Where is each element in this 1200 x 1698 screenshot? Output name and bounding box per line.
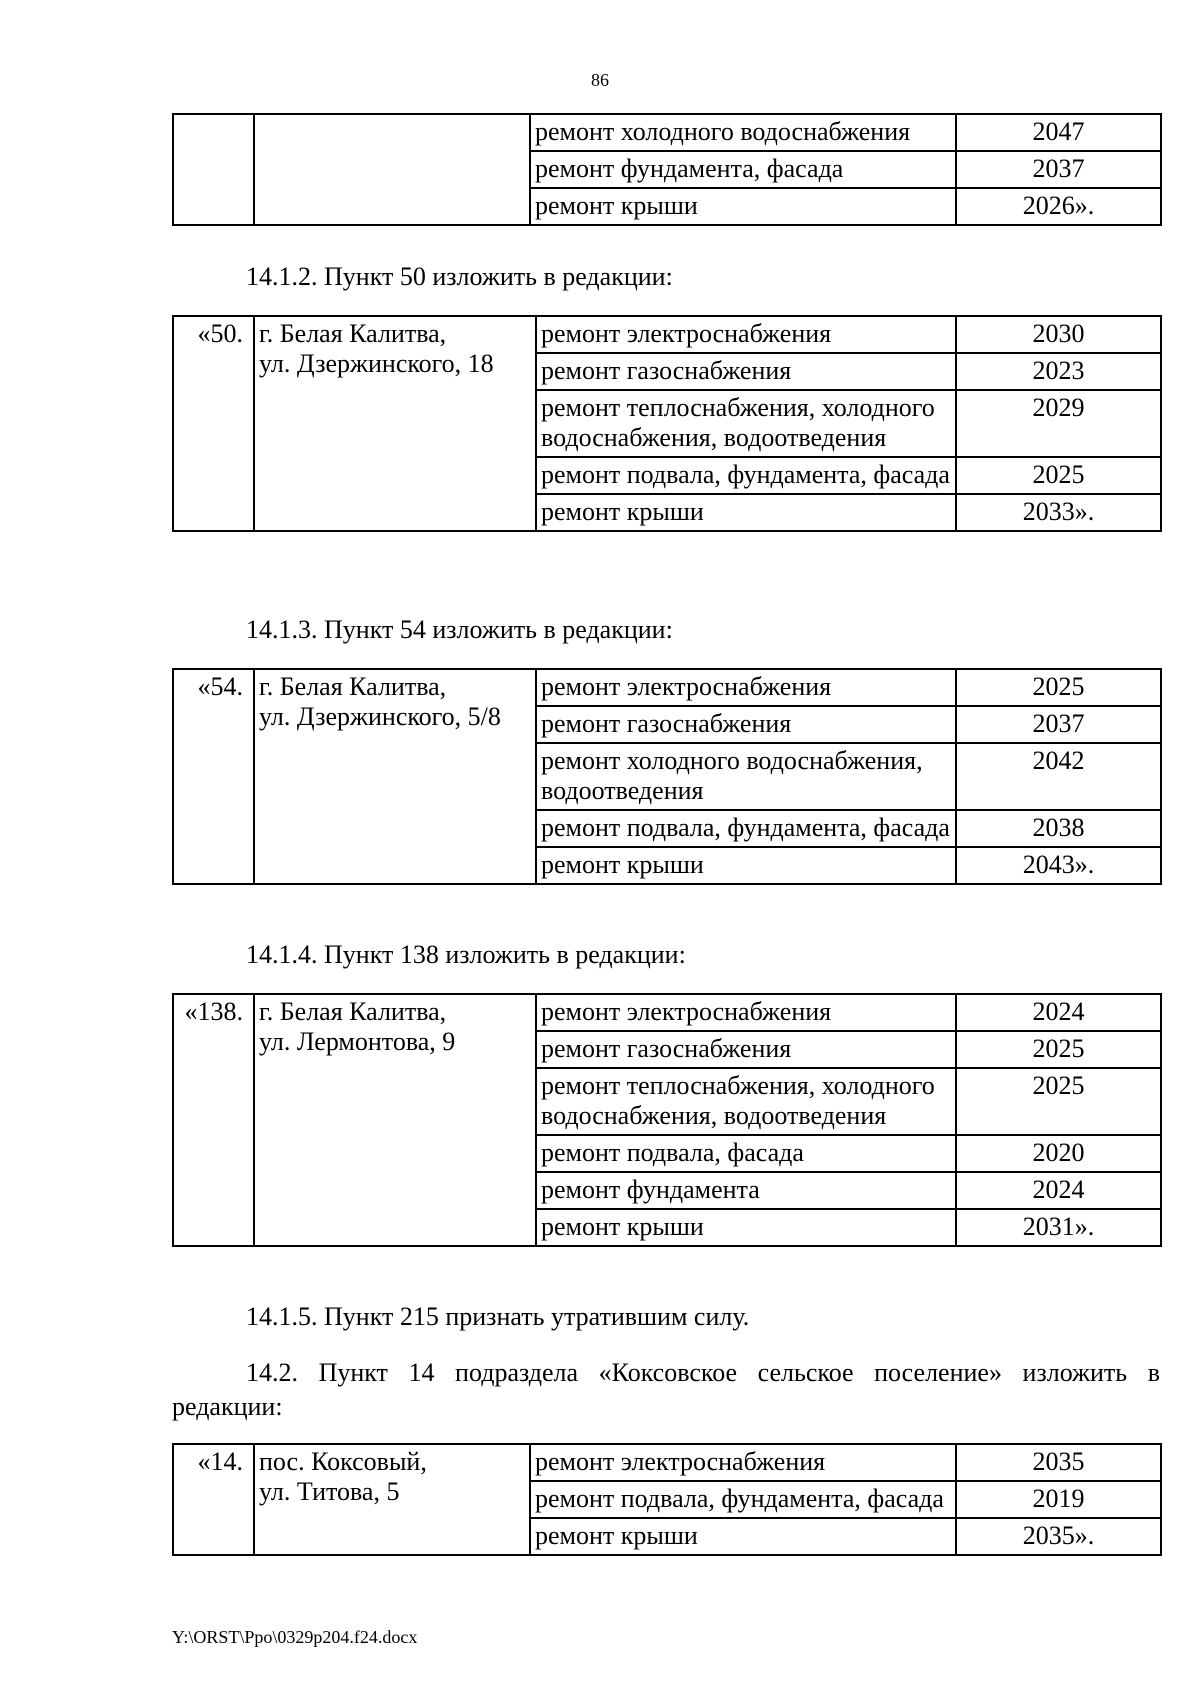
- year-cell: 2023: [956, 353, 1161, 390]
- address-line: ул. Титова, 5: [259, 1477, 400, 1506]
- year-cell: 2020: [956, 1135, 1161, 1172]
- year-cell: 2043».: [956, 847, 1161, 884]
- address-cell: [254, 994, 536, 1246]
- year-cell: 2035».: [956, 1518, 1161, 1555]
- address-cell: [254, 1444, 530, 1555]
- year-cell: 2042: [956, 743, 1161, 810]
- work-cell: ремонт газоснабжения: [536, 706, 956, 743]
- year-cell: 2025: [956, 669, 1161, 706]
- item-number: «138.: [173, 994, 254, 1246]
- paragraph-koksovskoe: 14.2. Пункт 14 подраздела «Коксовское сельское поселение» изложить в редакции:: [172, 1358, 1160, 1421]
- year-cell: 2030: [956, 316, 1161, 353]
- work-cell: ремонт подвала, фундамента, фасада: [536, 457, 956, 494]
- work-cell: ремонт крыши: [530, 188, 956, 225]
- address-cell: [254, 669, 536, 884]
- work-cell: ремонт электроснабжения: [536, 669, 956, 706]
- year-cell: 2025: [956, 1068, 1161, 1135]
- year-cell: 2025: [956, 1031, 1161, 1068]
- work-cell: ремонт крыши: [530, 1518, 956, 1555]
- table-item-138: [172, 993, 1162, 1247]
- address-line: ул. Дзержинского, 18: [259, 349, 494, 378]
- address-cell: [254, 316, 536, 531]
- file-path-footer: Y:\ORST\Ppo\0329p204.f24.docx: [172, 1627, 418, 1647]
- table-row: [173, 316, 1161, 353]
- work-cell: ремонт подвала, фундамента, фасада: [536, 810, 956, 847]
- work-cell: ремонт фундамента, фасада: [530, 151, 956, 188]
- year-cell: 2037: [956, 706, 1161, 743]
- work-cell: ремонт электроснабжения: [536, 316, 956, 353]
- address-line: ул. Лермонтова, 9: [259, 1027, 456, 1056]
- table-row: [173, 994, 1161, 1031]
- address-cell: [254, 114, 530, 225]
- paragraph-item-215: 14.1.5. Пункт 215 признать утратившим силу.: [246, 1302, 750, 1331]
- address-line: пос. Коксовый,: [259, 1447, 427, 1476]
- work-cell: ремонт крыши: [536, 1209, 956, 1246]
- year-cell: 2024: [956, 994, 1161, 1031]
- year-cell: 2026».: [956, 188, 1161, 225]
- table-row: [173, 1444, 1161, 1481]
- work-cell: ремонт крыши: [536, 847, 956, 884]
- table-item-50: [172, 315, 1162, 532]
- year-cell: 2035: [956, 1444, 1161, 1481]
- work-cell: ремонт электроснабжения: [536, 994, 956, 1031]
- work-cell: ремонт холодного водоснабжения: [530, 114, 956, 151]
- paragraph-item-50: 14.1.2. Пункт 50 изложить в редакции:: [246, 262, 673, 291]
- year-cell: 2031».: [956, 1209, 1161, 1246]
- work-cell: ремонт подвала, фасада: [536, 1135, 956, 1172]
- work-cell: ремонт газоснабжения: [536, 353, 956, 390]
- address-line: ул. Дзержинского, 5/8: [259, 702, 501, 731]
- work-cell: ремонт крыши: [536, 494, 956, 531]
- table-item-14: [172, 1443, 1162, 1556]
- item-number: «50.: [173, 316, 254, 531]
- table-row: [173, 114, 1161, 151]
- address-line: г. Белая Калитва,: [259, 997, 447, 1026]
- year-cell: 2025: [956, 457, 1161, 494]
- number-cell: [173, 114, 254, 225]
- year-cell: 2029: [956, 390, 1161, 457]
- work-cell: ремонт подвала, фундамента, фасада: [530, 1481, 956, 1518]
- year-cell: 2037: [956, 151, 1161, 188]
- work-cell: ремонт фундамента: [536, 1172, 956, 1209]
- paragraph-item-138: 14.1.4. Пункт 138 изложить в редакции:: [246, 940, 686, 969]
- year-cell: 2033».: [956, 494, 1161, 531]
- work-cell: ремонт газоснабжения: [536, 1031, 956, 1068]
- item-number: «14.: [173, 1444, 254, 1555]
- work-cell: ремонт холодного водоснабжения, водоотведения: [536, 743, 956, 810]
- address-line: г. Белая Калитва,: [259, 672, 447, 701]
- work-cell: ремонт теплоснабжения, холодного водоснабжения, водоотведения: [536, 390, 956, 457]
- year-cell: 2038: [956, 810, 1161, 847]
- work-cell: ремонт электроснабжения: [530, 1444, 956, 1481]
- table-continuation: [172, 113, 1162, 226]
- address-line: г. Белая Калитва,: [259, 319, 447, 348]
- table-row: [173, 669, 1161, 706]
- year-cell: 2024: [956, 1172, 1161, 1209]
- year-cell: 2047: [956, 114, 1161, 151]
- paragraph-item-54: 14.1.3. Пункт 54 изложить в редакции:: [246, 615, 673, 644]
- item-number: «54.: [173, 669, 254, 884]
- work-cell: ремонт теплоснабжения, холодного водоснабжения, водоотведения: [536, 1068, 956, 1135]
- year-cell: 2019: [956, 1481, 1161, 1518]
- table-item-54: [172, 668, 1162, 885]
- page-number: 86: [591, 70, 609, 90]
